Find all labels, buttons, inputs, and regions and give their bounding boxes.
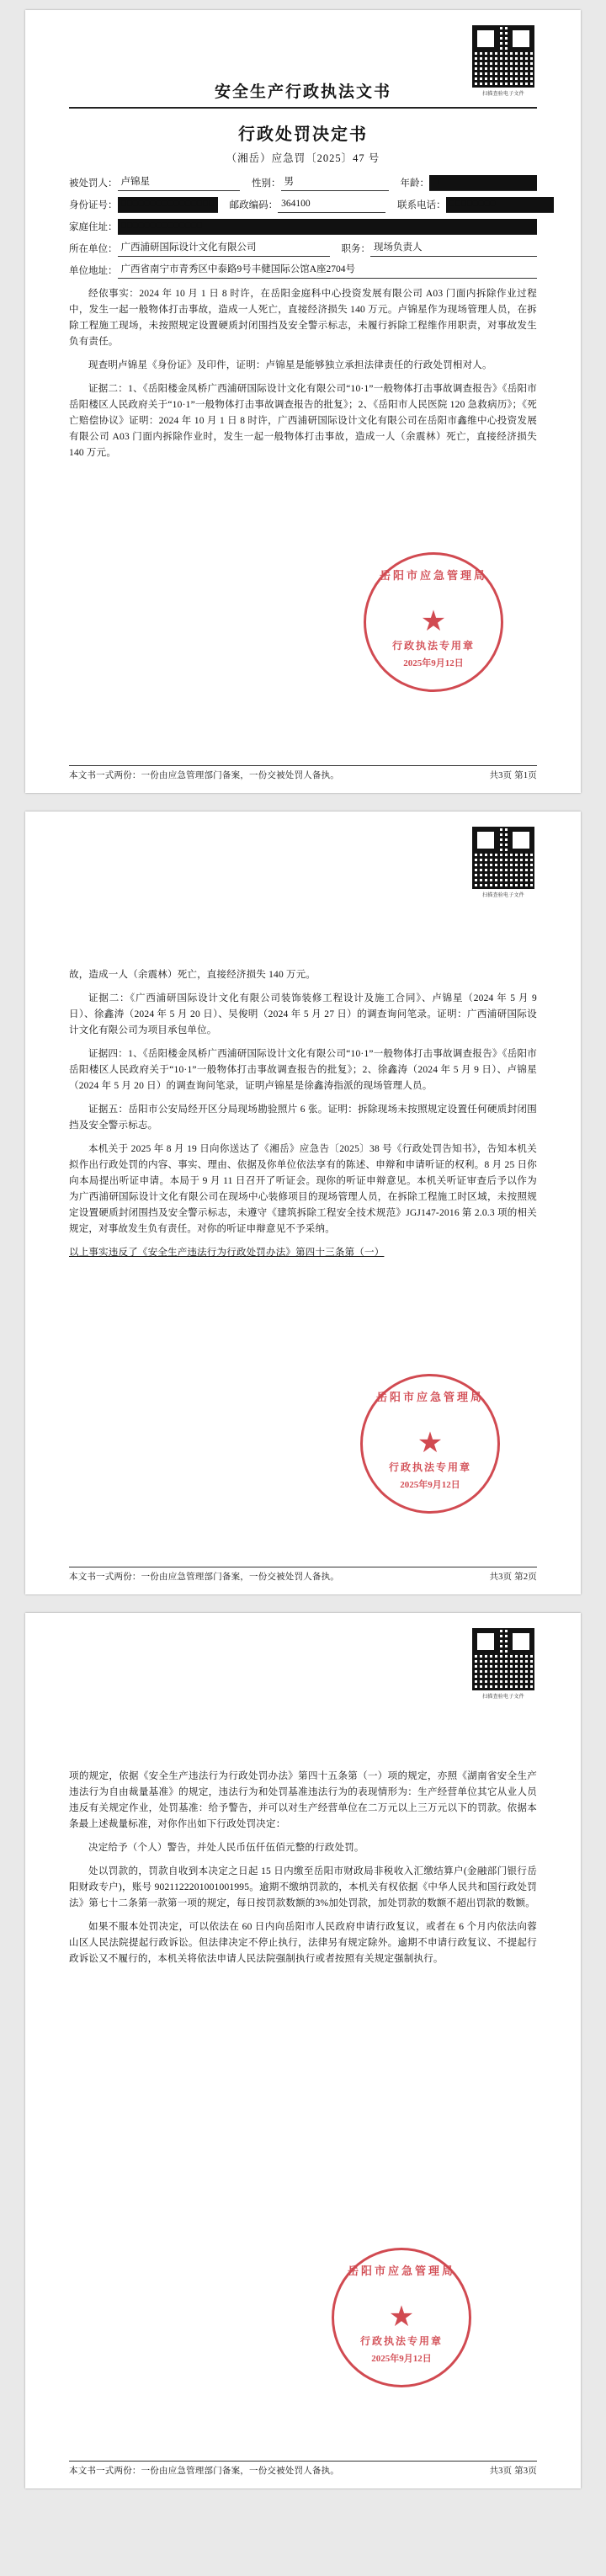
page-title: 行政处罚决定书 xyxy=(238,125,368,144)
seal-arc-bottom: 行政执法专用章 xyxy=(388,1461,471,1473)
seal-date: 2025年9月12日 xyxy=(400,1480,460,1490)
postcode-label: 邮政编码： xyxy=(229,200,279,210)
footer-page-number: 共3页 第2页 xyxy=(489,1573,537,1582)
page3-paragraph-3: 处以罚款的，罚款自收到本决定之日起 15 日内缴至岳阳市财政局非税收入汇缴结算户(金融部门银行岳阳财政专户)，账号 9021122201001001995。逾期不缴纳罚款的，本机关有权依据《中华人民共和国行政处罚法》第七十二条第一款第一项的规定，每日按罚款数额的3%加处罚款，加处罚款的数额不超出罚款的数额。 xyxy=(69,1866,537,1908)
seal-arc-bottom: 行政执法专用章 xyxy=(391,640,475,652)
qr-caption: 扫描查验电子文件 xyxy=(482,92,524,97)
party-label: 被处罚人： xyxy=(69,178,118,189)
work-unit-label: 所在单位： xyxy=(69,244,118,254)
age-value: ■■ xyxy=(429,175,537,191)
id-value: ■■■■■■■■■■■■■■■■ xyxy=(118,197,218,213)
age-label: 年龄： xyxy=(400,178,429,189)
page1-paragraph-1: 经依事实：2024 年 10 月 1 日 8 时许，在岳阳金庭科中心投资发展有限公司 A03 门面内拆除作业过程中，发生一起一般物体打击事故，造成一人死亡，直接经济损失 140 万元。卢锦星作为现场管理人员，在拆除工程施工现场，未按照规定设置硬质封闭围挡及安全警示标志，未履行拆除工程维作用职责，对事故发生负有责任。 xyxy=(69,289,537,347)
qr-caption: 扫描查验电子文件 xyxy=(482,1695,524,1700)
post-label: 职务： xyxy=(341,244,370,254)
official-seal xyxy=(364,552,503,692)
postcode-value: 364100 xyxy=(278,197,385,213)
seal-star-icon: ★ xyxy=(417,1428,444,1459)
seal-arc-top: 岳阳市应急管理局 xyxy=(347,2265,455,2277)
unit-address-label: 单位地址： xyxy=(69,266,118,276)
page3-paragraph-2: 决定给予（个人）警告，并处人民币伍仟伍佰元整的行政处罚。 xyxy=(88,1843,364,1853)
seal-arc-top: 岳阳市应急管理局 xyxy=(375,1391,484,1403)
official-seal xyxy=(332,2248,471,2387)
footer-page-number: 共3页 第3页 xyxy=(489,2467,537,2476)
official-seal xyxy=(360,1374,500,1514)
gender-label: 性别： xyxy=(252,178,281,189)
page1-paragraph-2: 现查明卢锦星《身份证》及印件，证明：卢锦星是能够独立承担法律责任的行政处罚相对人。 xyxy=(88,360,492,370)
page2-paragraph-4: 本机关于 2025 年 8 月 19 日向你送达了《湘岳》应急告〔2025〕38 号《行政处罚告知书》，告知本机关拟作出行政处罚的内容、事实、理由、依据及你单位依法享有的陈述、申辩和申请听证的权利。8 月 25 日你向本局提出听证申请。本局于 9 月 11 日召开了听证会。现你的听证申辩意见。本机关听证审查后予以作为为广西浦研国际设计文化有限公司在现场中心装修项目的现场管理人员，在拆除工程施工时区域，未按照规定设置硬质封闭围挡及安全警示标志，未遵守《建筑拆除工程安全技术规范》JGJ147-2016 第 2.0.3 项的相关规定，对事故发生负有责任。对你的听证申辩意见不予采纳。 xyxy=(69,1144,537,1234)
qr-code-icon xyxy=(472,827,534,889)
gender-value: 男 xyxy=(281,175,389,191)
phone-value: ■■■■■■■■ xyxy=(446,197,554,213)
unit-address-value: 广西省南宁市青秀区中泰路9号丰健国际公馆A座2704号 xyxy=(118,263,538,279)
footer-note: 本文书一式两份：一份由应急管理部门备案，一份交被处罚人备执。 xyxy=(69,771,339,780)
document-page-1 xyxy=(25,10,581,793)
page3-footer xyxy=(69,2461,537,2477)
page2-paragraph-1: 证据二：《广西浦研国际设计文化有限公司装饰装修工程设计及施工合同》、卢锦星（2024 年 5 月 9 日）、徐鑫涛（2024 年 5 月 20 日）、吴俊明（2024 年 5 月 27 日）的调查询问笔录。证明：广西浦研国际设计文化有限公司为项目承包单位。 xyxy=(69,993,537,1035)
work-unit-value: 广西浦研国际设计文化有限公司 xyxy=(118,241,330,257)
page2-paragraph-5: 以上事实违反了《安全生产违法行为行政处罚办法》第四十三条第（一） xyxy=(69,1248,385,1258)
seal-star-icon: ★ xyxy=(388,2302,415,2333)
id-label: 身份证号： xyxy=(69,200,118,210)
phone-label: 联系电话： xyxy=(397,200,446,210)
document-page-3 xyxy=(25,1613,581,2488)
qr-code-block-page2 xyxy=(468,827,539,898)
home-address-value: ■■■■■■■■■■■■■■ xyxy=(118,219,538,235)
page-header-title: 安全生产行政执法文书 xyxy=(69,79,537,109)
page2-footer xyxy=(69,1567,537,1583)
page1-footer xyxy=(69,765,537,781)
seal-star-icon: ★ xyxy=(420,606,447,637)
field-row-work-unit xyxy=(69,241,537,257)
qr-code-block-page3 xyxy=(468,1628,539,1700)
field-row-home-address xyxy=(69,219,537,235)
document-number: （湘岳）应急罚〔2025〕47 号 xyxy=(226,152,380,164)
page2-paragraph-3: 证据五：岳阳市公安局经开区分局现场勘验照片 6 张。证明：拆除现场未按照规定设置任何硬质封闭围挡及安全警示标志。 xyxy=(69,1104,537,1131)
seal-arc-bottom: 行政执法专用章 xyxy=(359,2335,443,2347)
qr-code-icon xyxy=(472,25,534,88)
document-page-2 xyxy=(25,812,581,1594)
seal-arc-top: 岳阳市应急管理局 xyxy=(379,569,487,582)
field-row-unit-address xyxy=(69,263,537,279)
qr-code-icon xyxy=(472,1628,534,1690)
page3-paragraph-1: 项的规定，依据《安全生产违法行为行政处罚办法》第四十五条第（一）项的规定，亦照《湖南省安全生产违法行为自由裁量基准》的规定，违法行为和处罚基准违法行为的表现情形为：生产经营单位其它从业人员违反有关规定作业，处罚基准：给予警告，并可以对生产经营单位在二万元以上三万元以下的罚款。依据本条最上述裁量标准，对你作出如下行政处罚决定： xyxy=(69,1771,537,1829)
seal-date: 2025年9月12日 xyxy=(371,2354,432,2364)
page1-paragraph-3: 证据二：1、《岳阳楼金凤桥广西浦研国际设计文化有限公司“10·1”一般物体打击事故调查报告》《岳阳市岳阳楼区人民政府关于“10·1”一般物体打击事故调查报告的批复》；2、《岳阳市人民医院 120 急救病历》；《死亡赔偿协议》证明：2024 年 10 月 1 日 8 时许，广西浦研国际设计文化有限公司在岳阳市鑫维中心投资发展有限公司 A03 门面内拆除作业时，发生一起一般物体打击事故，造成一人（余震林）死亡，直接经济损失 140 万元。 xyxy=(69,384,537,458)
qr-caption: 扫描查验电子文件 xyxy=(482,893,524,898)
party-value: 卢锦星 xyxy=(118,175,241,191)
seal-date: 2025年9月12日 xyxy=(403,658,464,668)
home-address-label: 家庭住址： xyxy=(69,222,118,232)
page2-paragraph-0: 故，造成一人（余震林）死亡，直接经济损失 140 万元。 xyxy=(69,970,316,980)
footer-page-number: 共3页 第1页 xyxy=(489,771,537,780)
page2-paragraph-2: 证据四：1、《岳阳楼金凤桥广西浦研国际设计文化有限公司“10·1”一般物体打击事故调查报告》《岳阳市岳阳楼区人民政府关于“10·1”一般物体打击事故调查报告的批复》；2、徐鑫涛（2024 年 5 月 9 日）、卢锦星（2024 年 5 月 20 日）的调查询问笔录，证明卢锦星是徐鑫涛指派的现场管理人员。 xyxy=(69,1049,537,1091)
post-value: 现场负责人 xyxy=(370,241,537,257)
footer-note: 本文书一式两份：一份由应急管理部门备案，一份交被处罚人备执。 xyxy=(69,1573,339,1582)
qr-code-block xyxy=(468,25,539,97)
page3-paragraph-4: 如果不服本处罚决定，可以依法在 60 日内向岳阳市人民政府申请行政复议，或者在 6 个月内依法向蓉山区人民法院提起行政诉讼。但法律决定不停止执行，法律另有规定除外。逾期不申请行政复议、不提起行政诉讼又不履行的，本机关将依法申请人民法院强制执行或者按照有关规定强制执行。 xyxy=(69,1922,537,1964)
field-row-id xyxy=(69,197,537,213)
field-row-party xyxy=(69,175,537,191)
footer-note: 本文书一式两份：一份由应急管理部门备案，一份交被处罚人备执。 xyxy=(69,2467,339,2476)
